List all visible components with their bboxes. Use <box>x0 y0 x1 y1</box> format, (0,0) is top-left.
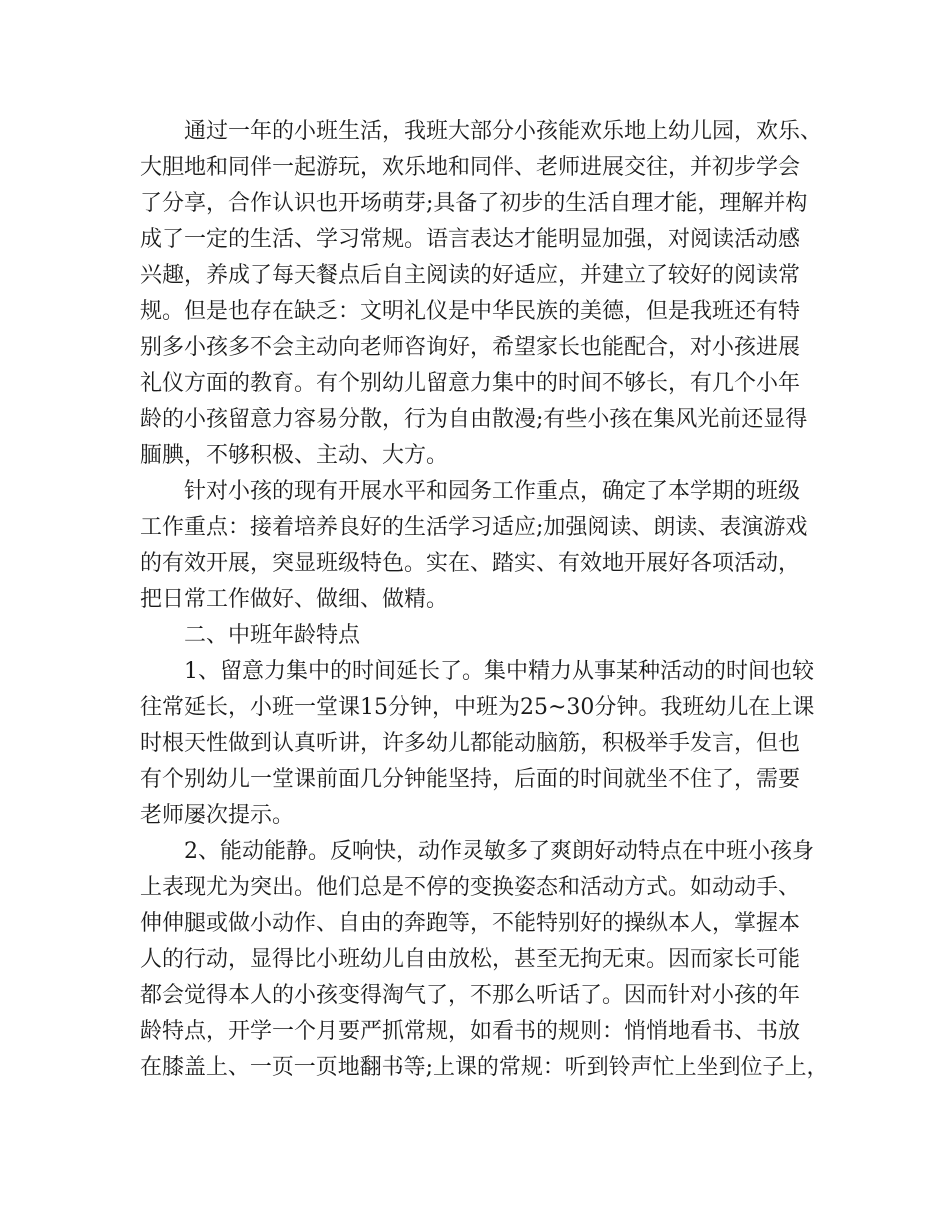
text-line: 在膝盖上、一页一页地翻书等;上课的常规：听到铃声忙上坐到位子上， <box>140 1055 829 1080</box>
text-line: 规。但是也存在缺乏：文明礼仪是中华民族的美德，但是我班还有特 <box>140 299 801 324</box>
text-line: 人的行动，显得比小班幼儿自由放松，甚至无拘无束。因而家长可能 <box>140 947 801 972</box>
text-line: 2、能动能静。反响快，动作灵敏多了爽朗好动特点在中班小孩身 <box>184 839 814 864</box>
text-line: 伸伸腿或做小动作、自由的奔跑等，不能特别好的操纵本人，掌握本 <box>140 911 801 936</box>
text-line: 大胆地和同伴一起游玩，欢乐地和同伴、老师进展交往，并初步学会 <box>140 155 801 180</box>
text-line: 针对小孩的现有开展水平和园务工作重点，确定了本学期的班级 <box>184 479 801 504</box>
text-line: 都会觉得本人的小孩变得淘气了，不那么听话了。因而针对小孩的年 <box>140 983 801 1008</box>
text-line: 有个别幼儿一堂课前面几分钟能坚持，后面的时间就坐不住了，需要 <box>140 767 801 792</box>
text-line: 工作重点：接着培养良好的生活学习适应;加强阅读、朗读、表演游戏 <box>140 515 808 540</box>
text-line: 往常延长，小班一堂课15分钟，中班为25~30分钟。我班幼儿在上课 <box>140 695 815 720</box>
text-line: 1、留意力集中的时间延长了。集中精力从事某种活动的时间也较 <box>184 659 814 684</box>
text-line: 把日常工作做好、做细、做精。 <box>140 587 449 612</box>
text-line: 龄的小孩留意力容易分散，行为自由散漫;有些小孩在集风光前还显得 <box>140 407 808 432</box>
text-line: 老师屡次提示。 <box>140 803 295 828</box>
text-line: 通过一年的小班生活，我班大部分小孩能欢乐地上幼儿园，欢乐、 <box>184 119 823 144</box>
text-line: 兴趣，养成了每天餐点后自主阅读的好适应，并建立了较好的阅读常 <box>140 263 801 288</box>
text-line: 腼腆，不够积极、主动、大方。 <box>140 443 449 468</box>
text-line: 龄特点，开学一个月要严抓常规，如看书的规则：悄悄地看书、书放 <box>140 1019 801 1044</box>
text-line: 成了一定的生活、学习常规。语言表达才能明显加强，对阅读活动感 <box>140 227 801 252</box>
text-line: 的有效开展，突显班级特色。实在、踏实、有效地开展好各项活动， <box>140 551 801 576</box>
text-line: 了分享，合作认识也开场萌芽;具备了初步的生活自理才能，理解并构 <box>140 191 808 216</box>
text-line: 时根天性做到认真听讲，许多幼儿都能动脑筋，积极举手发言，但也 <box>140 731 801 756</box>
text-line: 别多小孩多不会主动向老师咨询好，希望家长也能配合，对小孩进展 <box>140 335 801 360</box>
text-line: 礼仪方面的教育。有个别幼儿留意力集中的时间不够长，有几个小年 <box>140 371 801 396</box>
text-line: 上表现尤为突出。他们总是不停的变换姿态和活动方式。如动动手、 <box>140 875 801 900</box>
section-heading: 二、中班年龄特点 <box>184 623 361 648</box>
